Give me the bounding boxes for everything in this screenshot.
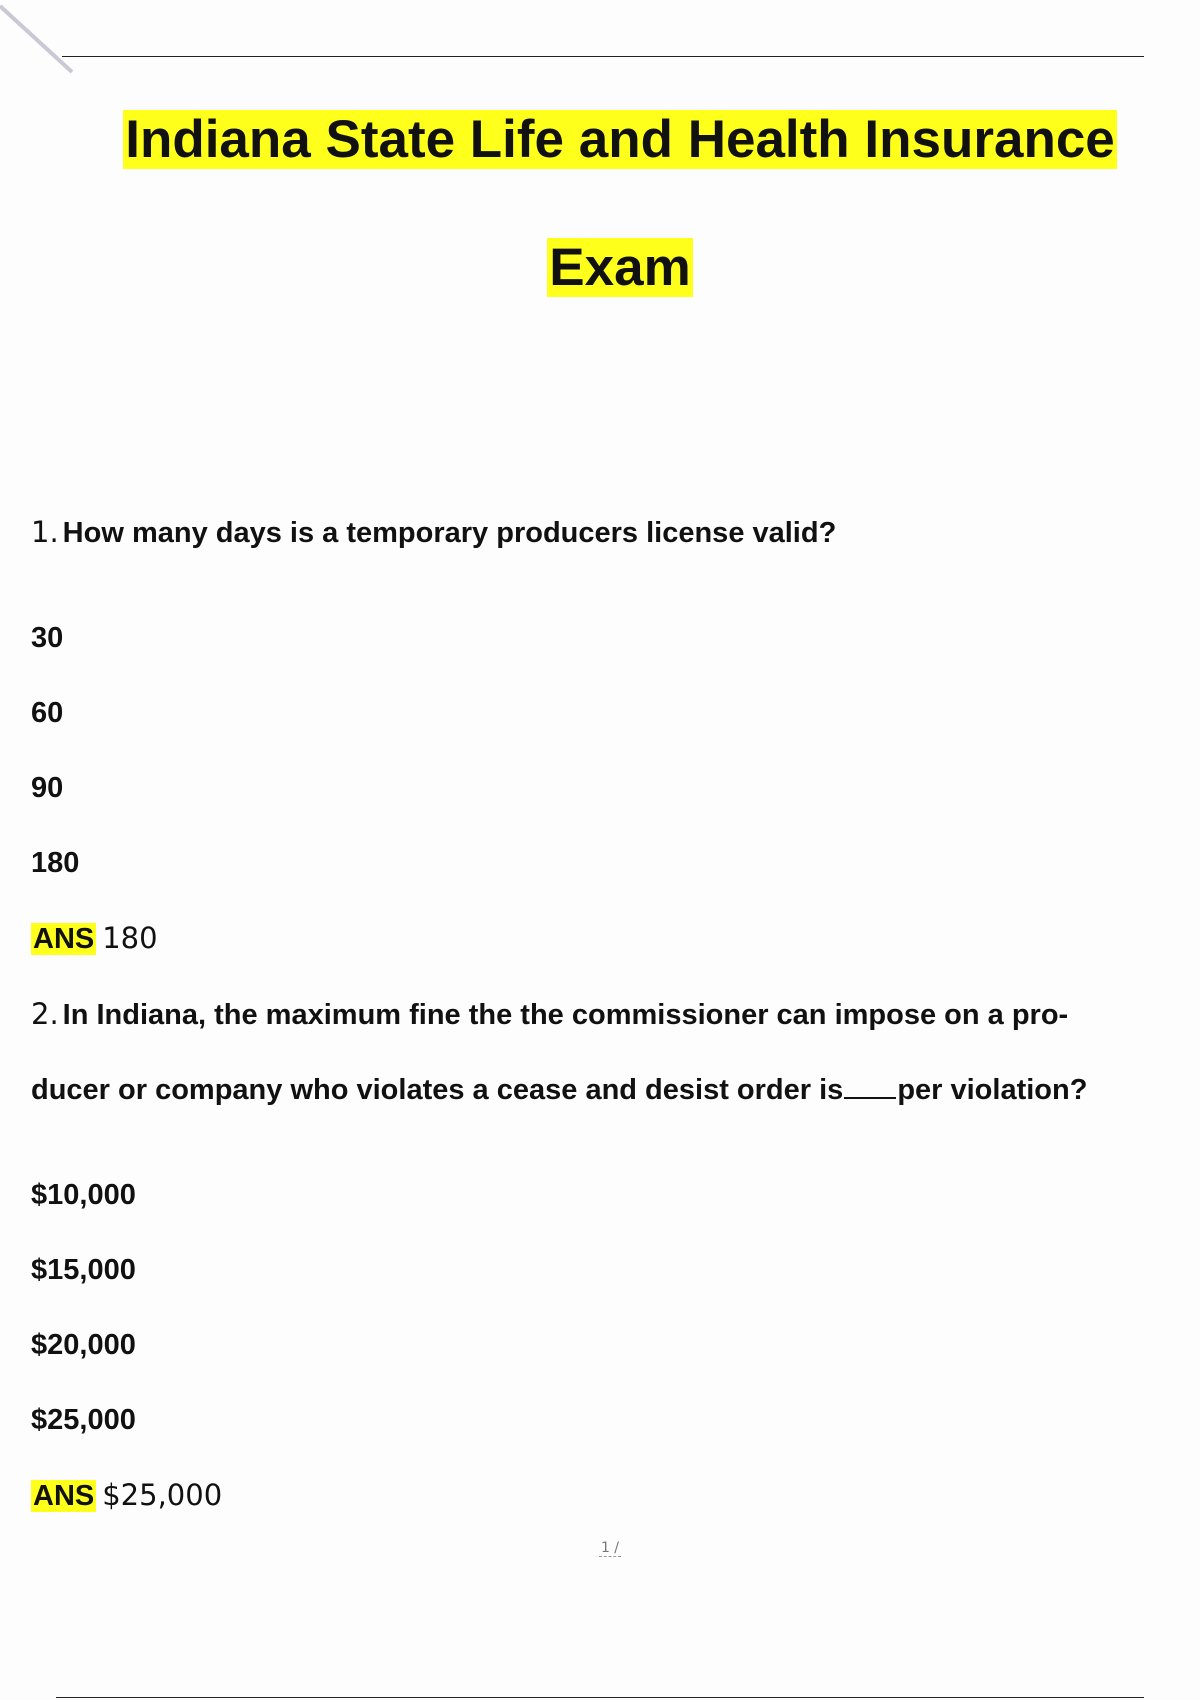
- document-title: [0, 108, 1200, 300]
- question-block-2: [31, 977, 1196, 1534]
- fill-in-blank: [844, 1097, 896, 1099]
- question-text: How many days is a temporary producers license valid?: [62, 517, 837, 549]
- bottom-rule: [56, 1697, 1144, 1698]
- title-text-2: Exam: [549, 238, 691, 297]
- option-item: 180: [31, 847, 80, 879]
- option-item: 60: [31, 697, 64, 729]
- option-item: $25,000: [31, 1404, 136, 1436]
- option-item: $15,000: [31, 1254, 136, 1286]
- question-text-line-1: In Indiana, the maximum fine the the commissioner can impose on a pro-: [62, 999, 1069, 1031]
- question-text-line-2-end: per violation?: [897, 1074, 1088, 1106]
- question-1: [31, 495, 1196, 571]
- option-item: $20,000: [31, 1329, 136, 1361]
- title-line-2: [0, 236, 1200, 300]
- answer-value: $25,000: [102, 1478, 223, 1512]
- option-item: $10,000: [31, 1179, 136, 1211]
- question-2-line-2: [31, 1053, 1196, 1128]
- question-2-line-1: [31, 977, 1196, 1053]
- option-item: 30: [31, 622, 64, 654]
- answer-label: ANS: [33, 1480, 95, 1512]
- answer-line-1: [31, 901, 1196, 977]
- page-number: [580, 1540, 640, 1556]
- question-text-line-2: ducer or company who violates a cease and desist order is: [31, 1074, 844, 1106]
- title-text-1: Indiana State Life and Health Insurance: [125, 110, 1115, 169]
- question-number: 1.: [31, 515, 59, 549]
- top-rule: [62, 56, 1144, 57]
- title-line-1: [0, 108, 1200, 172]
- page-number-text: 1 /: [600, 1540, 620, 1556]
- answer-label: ANS: [33, 923, 95, 955]
- option-item: 90: [31, 772, 64, 804]
- answer-line-2: [31, 1458, 1196, 1534]
- answer-value: 180: [102, 921, 158, 955]
- exam-content: [31, 495, 1196, 1534]
- question-number: 2.: [31, 997, 59, 1031]
- question-block-1: [31, 495, 1196, 977]
- page-corner-mark: [0, 0, 80, 80]
